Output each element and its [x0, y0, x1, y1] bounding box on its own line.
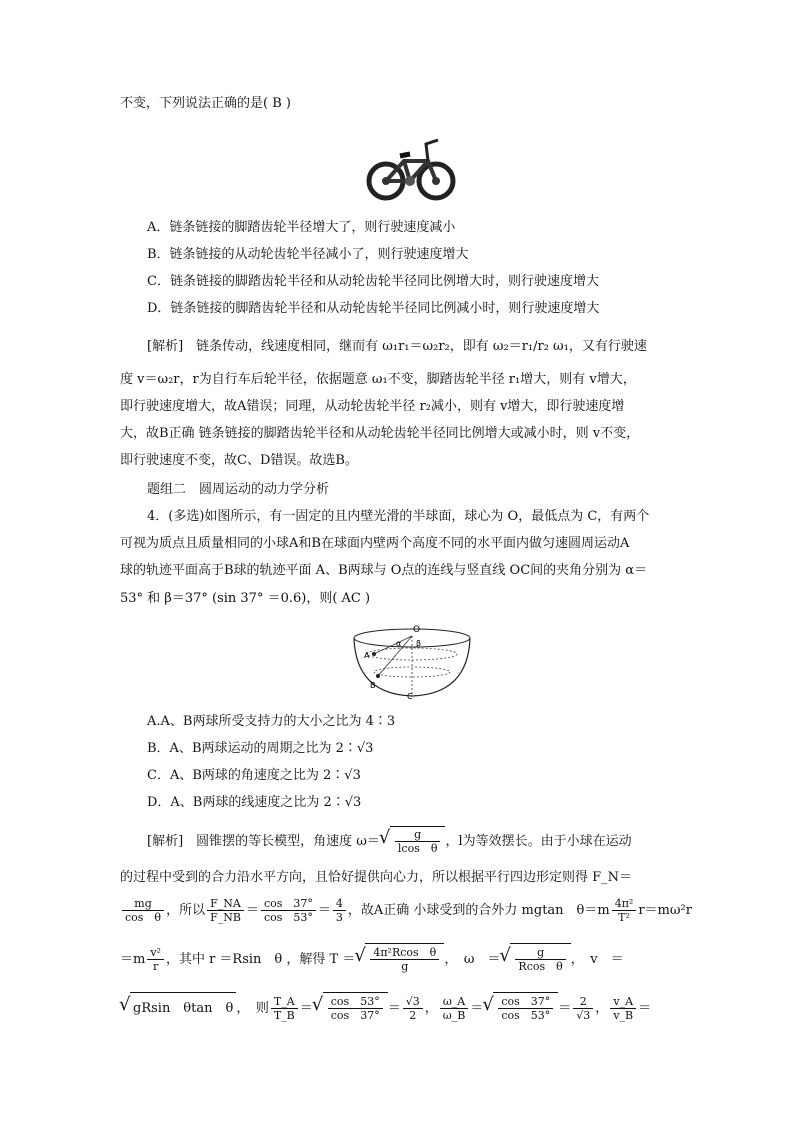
q3-analysis-line-1: [解析] 链条传动，线速度相同，继而有 ω₁r₁＝ω₂r₂，即有 ω₂＝r₁/r₂ ω₁，又有行驶速	[147, 339, 647, 354]
q4-option-c: C．A、B两球的角速度之比为 2∶√3	[147, 768, 361, 783]
q3-option-a: A．链条链接的脚踏齿轮半径增大了，则行驶速度减小	[147, 220, 456, 235]
label-beta: β	[416, 639, 422, 648]
label-alpha: α	[396, 639, 402, 648]
q3-analysis-line-5: 即行驶速度不变，故C、D错误。故选B。	[120, 453, 358, 468]
q3-option-d: D．链条链接的脚踏齿轮半径和从动轮齿轮半径同比例减小时，则行驶速度增大	[147, 301, 600, 316]
q3-option-c: C．链条链接的脚踏齿轮半径和从动轮齿轮半径同比例增大时，则行驶速度增大	[147, 274, 599, 289]
q4-stem-line-4: 53° 和 β＝37° (sin 37° ＝0.6)，则( AC )	[120, 591, 371, 606]
label-c: C	[407, 692, 413, 700]
q4-stem-line-1: 4．(多选)如图所示，有一固定的且内壁光滑的半球面，球心为 O，最低点为 C，有两个	[147, 509, 650, 524]
label-a: A	[364, 651, 370, 660]
group2-title: 题组二 圆周运动的动力学分析	[147, 482, 330, 497]
label-b: B	[370, 681, 376, 690]
bicycle-image	[366, 128, 458, 206]
q4-analysis-line-1: [解析] 圆锥摆的等长模型，角速度 ω＝ √ $\frac{g}{\text{lcos θ}}$ ，l为等效摆长。由于小球在运动	[147, 826, 632, 857]
q4-analysis-line-4: ＝m $\frac{\text{v²}}{r}$ ，其中 r ＝Rsin θ ，解得 T ＝ √ $\frac{\text{4π²Rcos θ}}{g}$ ， ω ＝ √ $\frac{g}{\text{Rcos θ}}$ ， v ＝	[120, 943, 624, 976]
q4-analysis-line-5: √ gRsin θtan θ ， 则 $\frac{T\_A}{T\_B}$ ＝ √ $\frac{\cos 53^\circ}{\cos 37^\circ}$ ＝ $\frac{√3}{2}$ ， $\frac{\omega\_A}{\omega\_B}$ ＝ √ $\frac{\cos 37^\circ}{\cos 53^\circ}$ ＝ $\frac{2}{√3}$ ， $\frac{v\_A}{v\_B}$ ＝	[120, 992, 651, 1025]
q3-analysis-line-3: 即行驶速度增大，故A错误；同理，从动轮齿轮半径 r₂减小，则有 v增大，即行驶速度增	[120, 399, 625, 414]
q3-analysis-line-2: 度 v＝ω₂r，r为自行车后轮半径，依据题意 ω₁不变，脚踏齿轮半径 r₁增大，则有 v增大，	[120, 372, 636, 387]
hemisphere-figure	[350, 620, 474, 700]
q4-analysis-line-2: 的过程中受到的合力沿水平方向，且恰好提供向心力，所以根据平行四边形定则得 F_N＝	[120, 870, 633, 885]
q4-analysis-line-3: $\frac{mg}{\text{cos θ}}$ ，所以 $\frac{F\_NA}{F\_NB}$ ＝ $\frac{\cos 37^\circ}{\cos 53^\circ}$ ＝ $\frac{4}{3}$ ，故A正确 小球受到的合外力 mgtan θ＝m $\frac{\text{4π²}}{\text{T²}}$ r＝mω²r	[120, 896, 692, 926]
q3-option-b: B．链条链接的从动轮齿轮半径减小了，则行驶速度增大	[147, 247, 469, 262]
q4-option-d: D．A、B两球的线速度之比为 2∶√3	[147, 795, 362, 810]
q4-option-b: B．A、B两球运动的周期之比为 2∶√3	[147, 741, 374, 756]
q3-analysis-line-4: 大，故B正确 链条链接的脚踏齿轮半径和从动轮齿轮半径同比例增大或减小时，则 v不变，	[120, 426, 640, 441]
q4-option-a: A.A、B两球所受支持力的大小之比为 4∶3	[147, 714, 396, 729]
q4-stem-line-3: 球的轨迹平面高于B球的轨迹平面 A、B两球与 O点的连线与竖直线 OC间的夹角分别为 α＝	[120, 563, 648, 578]
q3-stem-end: 不变，下列说法正确的是( B )	[120, 96, 291, 111]
label-o: O	[413, 625, 421, 635]
q4-stem-line-2: 可视为质点且质量相同的小球A和B在球面内壁两个高度不同的水平面内做匀速圆周运动A	[120, 536, 630, 551]
